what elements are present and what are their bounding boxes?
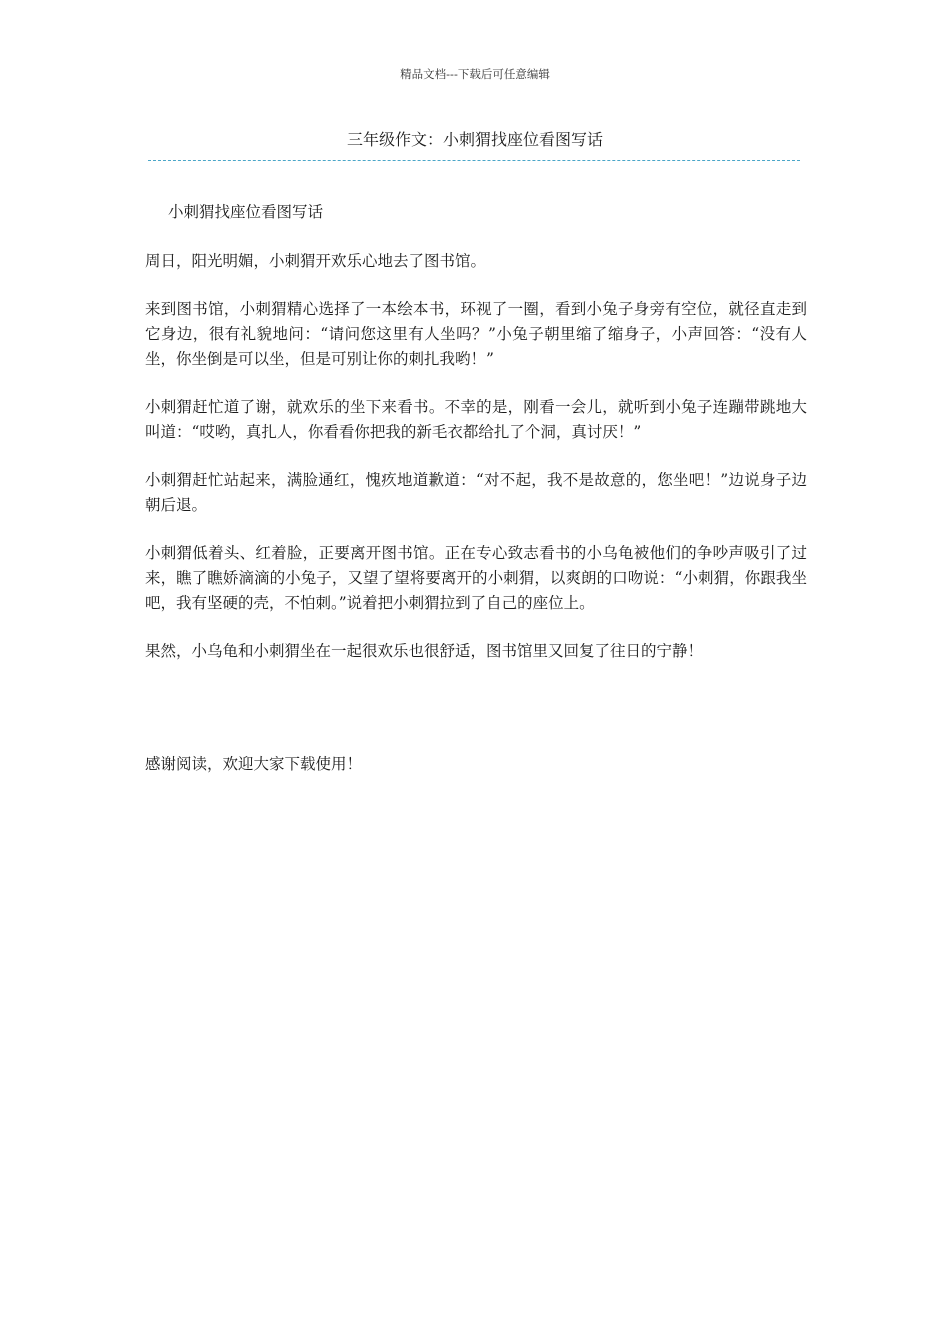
document-title: 三年级作文：小刺猬找座位看图写话 (346, 130, 603, 149)
title-divider (148, 160, 800, 161)
paragraph-4: 小刺猬赶忙站起来，满脸通红，愧疚地道歉道：“对不起，我不是故意的，您坐吧！”边说身子边朝后退。 (145, 471, 807, 514)
header-note: 精品文档---下载后可任意编辑 (400, 67, 550, 81)
document-body (145, 200, 807, 800)
paragraph-5: 小刺猬低着头、红着脸，正要离开图书馆。正在专心致志看书的小乌龟被他们的争吵声吸引了过来，瞧了瞧娇滴滴的小兔子，又望了望将要离开的小刺猬，以爽朗的口吻说：“小刺猬，你跟我坐吧，我有坚硬的壳，不怕刺。”说着把小刺猬拉到了自己的座位上。 (145, 544, 807, 612)
paragraph-2: 来到图书馆，小刺猬精心选择了一本绘本书，环视了一圈，看到小兔子身旁有空位，就径直走到它身边，很有礼貌地问：“请问您这里有人坐吗？”小兔子朝里缩了缩身子，小声回答：“没有人坐，你坐倒是可以坐，但是可别让你的刺扎我哟！” (145, 300, 807, 368)
paragraph-3: 小刺猬赶忙道了谢，就欢乐的坐下来看书。不幸的是，刚看一会儿，就听到小兔子连蹦带跳地大叫道：“哎哟，真扎人，你看看你把我的新毛衣都给扎了个洞，真讨厌！” (145, 398, 807, 441)
closing-note: 感谢阅读，欢迎大家下载使用！ (145, 755, 363, 773)
document-subtitle: 小刺猬找座位看图写话 (168, 203, 324, 221)
paragraph-1: 周日，阳光明媚，小刺猬开欢乐心地去了图书馆。 (145, 252, 487, 270)
paragraph-6: 果然，小乌龟和小刺猬坐在一起很欢乐也很舒适，图书馆里又回复了往日的宁静！ (145, 642, 704, 660)
